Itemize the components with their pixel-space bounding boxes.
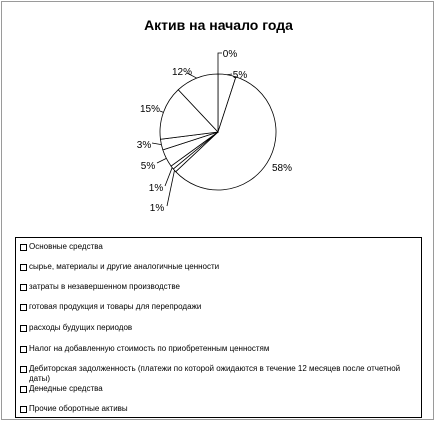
- slice-5-leader-line: [165, 168, 172, 186]
- legend-swatch: [20, 406, 27, 413]
- chart-title: Актив на начало года: [144, 17, 293, 33]
- legend-item-5: [20, 323, 418, 333]
- legend-swatch: [20, 304, 27, 311]
- slice-1-data-label: 0%: [222, 49, 238, 60]
- slice-8-leader-line: [160, 111, 163, 112]
- slice-2-data-label: 5%: [232, 70, 248, 81]
- legend-label: расходы будущих периодов: [29, 323, 133, 332]
- legend-label: готовая продукция и товары для перепродажи: [29, 302, 202, 311]
- slice-9-data-label: 12%: [171, 67, 193, 78]
- legend-swatch: [20, 346, 27, 353]
- legend-item-4: [20, 302, 418, 312]
- legend: [15, 237, 422, 418]
- slice-6-data-label: 5%: [140, 161, 156, 172]
- legend-item-1: [20, 242, 418, 252]
- legend-swatch: [20, 386, 27, 393]
- legend-swatch: [20, 264, 27, 271]
- slice-7-data-label: 3%: [136, 140, 152, 151]
- legend-label: Денедные средства: [29, 384, 103, 393]
- legend-item-2: [20, 262, 418, 272]
- legend-swatch: [20, 284, 27, 291]
- legend-item-9: [20, 404, 418, 414]
- legend-label: Прочие оборотные активы: [29, 404, 128, 413]
- legend-swatch: [20, 244, 27, 251]
- slice-4-data-label: 1%: [149, 203, 165, 214]
- slice-8-data-label: 15%: [139, 104, 161, 115]
- legend-label: Дебиторская задолженность (платежи по которой ожидаются в течение 12 месяцев после отчетной даты): [29, 364, 401, 383]
- legend-item-8: [20, 384, 418, 394]
- legend-label: Основные средства: [29, 242, 103, 251]
- slice-2-leader-line: [227, 74, 232, 75]
- slice-7-leader-line: [152, 143, 161, 145]
- slice-5-data-label: 1%: [148, 183, 164, 194]
- slice-3-data-label: 58%: [271, 163, 293, 174]
- legend-label: сырье, материалы и другие аналогичные ценности: [29, 262, 220, 271]
- legend-item-3: [20, 282, 418, 292]
- legend-item-7: [20, 364, 418, 384]
- legend-label: Налог на добавленную стоимость по приобретенным ценностям: [29, 344, 270, 353]
- legend-label: затраты в незавершенном производстве: [29, 282, 180, 291]
- slice-4-leader-line: [167, 170, 174, 206]
- legend-swatch: [20, 325, 27, 332]
- slice-6-leader-line: [157, 158, 166, 163]
- legend-item-6: [20, 344, 418, 354]
- legend-swatch: [20, 366, 27, 373]
- slice-1-leader-line: [218, 53, 222, 74]
